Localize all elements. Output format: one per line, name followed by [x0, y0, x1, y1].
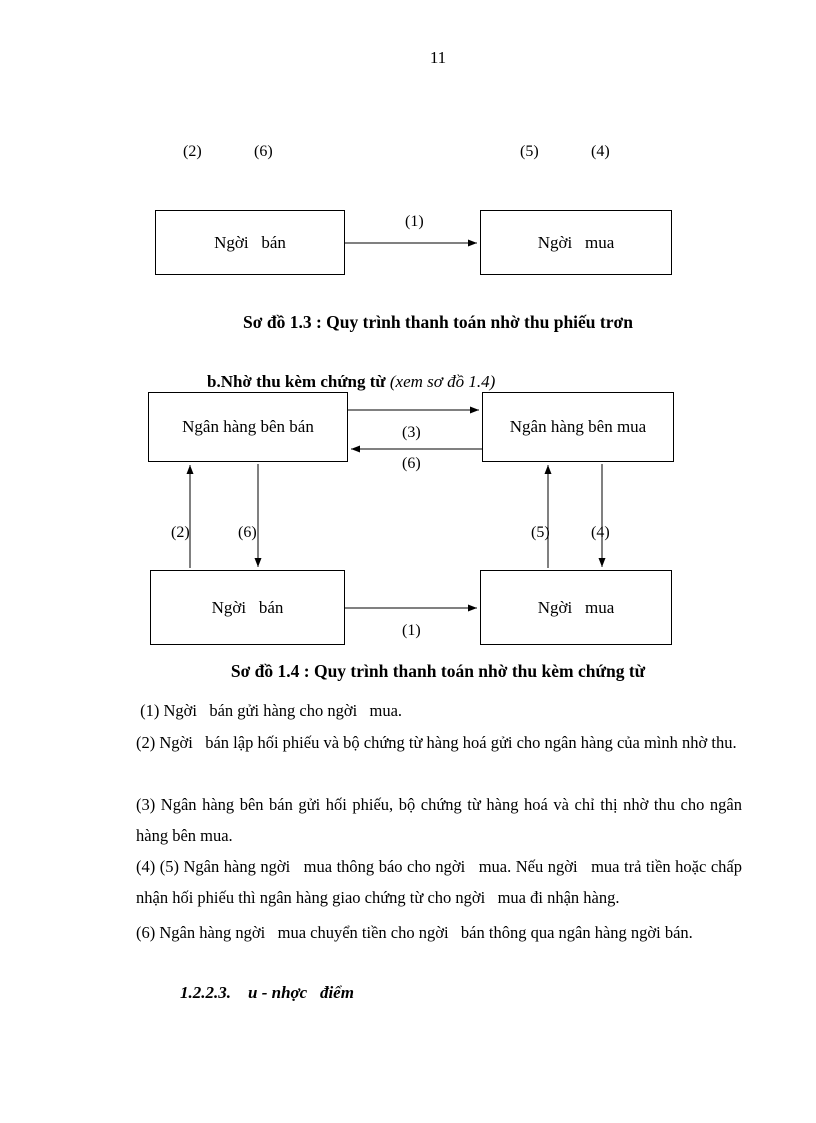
d2-bank-seller-box-label: Ngân hàng bên bán	[182, 417, 314, 436]
note-step-3: (3) Ngân hàng bên bán gửi hối phiếu, bộ chứng từ hàng hoá và chỉ thị nhờ thu cho ngân hàng bên mua.	[136, 795, 747, 845]
d2-step-label-6-top: (6)	[402, 455, 421, 472]
d1-seller-box	[155, 210, 345, 275]
subsection-heading: 1.2.2.3. u - nhợc điểm	[180, 983, 354, 1002]
d1-step-label-2: (2)	[183, 143, 202, 160]
d2-step-label-1: (1)	[402, 622, 421, 639]
d2-step-label-5: (5)	[531, 524, 550, 541]
d1-step-label-1: (1)	[405, 213, 424, 230]
section-b-reference: (xem sơ đồ 1.4)	[389, 372, 496, 391]
note-step-6: (6) Ngân hàng ngời mua chuyển tiền cho ngời bán thông qua ngân hàng ngời bán.	[136, 923, 693, 942]
d2-step-label-4: (4)	[591, 524, 610, 541]
d1-buyer-box	[480, 210, 672, 275]
d1-step-label-6: (6)	[254, 143, 273, 160]
d2-step-label-2: (2)	[171, 524, 190, 541]
d2-buyer-box-label: Ngời mua	[537, 597, 615, 617]
note-step-1: (1) Ngời bán gửi hàng cho ngời mua.	[136, 701, 403, 720]
d2-step-label-3: (3)	[402, 424, 421, 441]
d2-seller-box	[150, 570, 345, 645]
d2-buyer-box	[480, 570, 672, 645]
d2-bank-buyer-box-label: Ngân hàng bên mua	[509, 417, 647, 436]
d2-seller-box-label: Ngời bán	[211, 597, 284, 617]
d1-step-label-4: (4)	[591, 143, 610, 160]
diagram2-caption: Sơ đồ 1.4 : Quy trình thanh toán nhờ thu kèm chứng từ	[230, 661, 646, 681]
d1-buyer-box-label: Ngời mua	[537, 232, 615, 252]
d1-seller-box-label: Ngời bán	[214, 232, 286, 252]
d2-step-label-6-left: (6)	[238, 524, 257, 541]
d2-bank-seller-box	[148, 392, 348, 462]
section-b-title: b.Nhờ thu kèm chứng từ	[207, 372, 390, 391]
note-step-2: (2) Ngời bán lập hối phiếu và bộ chứng từ hàng hoá gửi cho ngân hàng của mình nhờ thu.	[136, 733, 737, 752]
page-number: 11	[429, 48, 447, 67]
d2-bank-buyer-box	[482, 392, 674, 462]
d1-step-label-5: (5)	[520, 143, 539, 160]
note-step-4-5: (4) (5) Ngân hàng ngời mua thông báo cho ngời mua. Nếu ngời mua trả tiền hoặc chấp nhận hối phiếu thì ngân hàng giao chứng từ cho ngời mua đi nhận hàng.	[136, 857, 747, 907]
diagram1-caption: Sơ đồ 1.3 : Quy trình thanh toán nhờ thu phiếu trơn	[243, 312, 633, 332]
